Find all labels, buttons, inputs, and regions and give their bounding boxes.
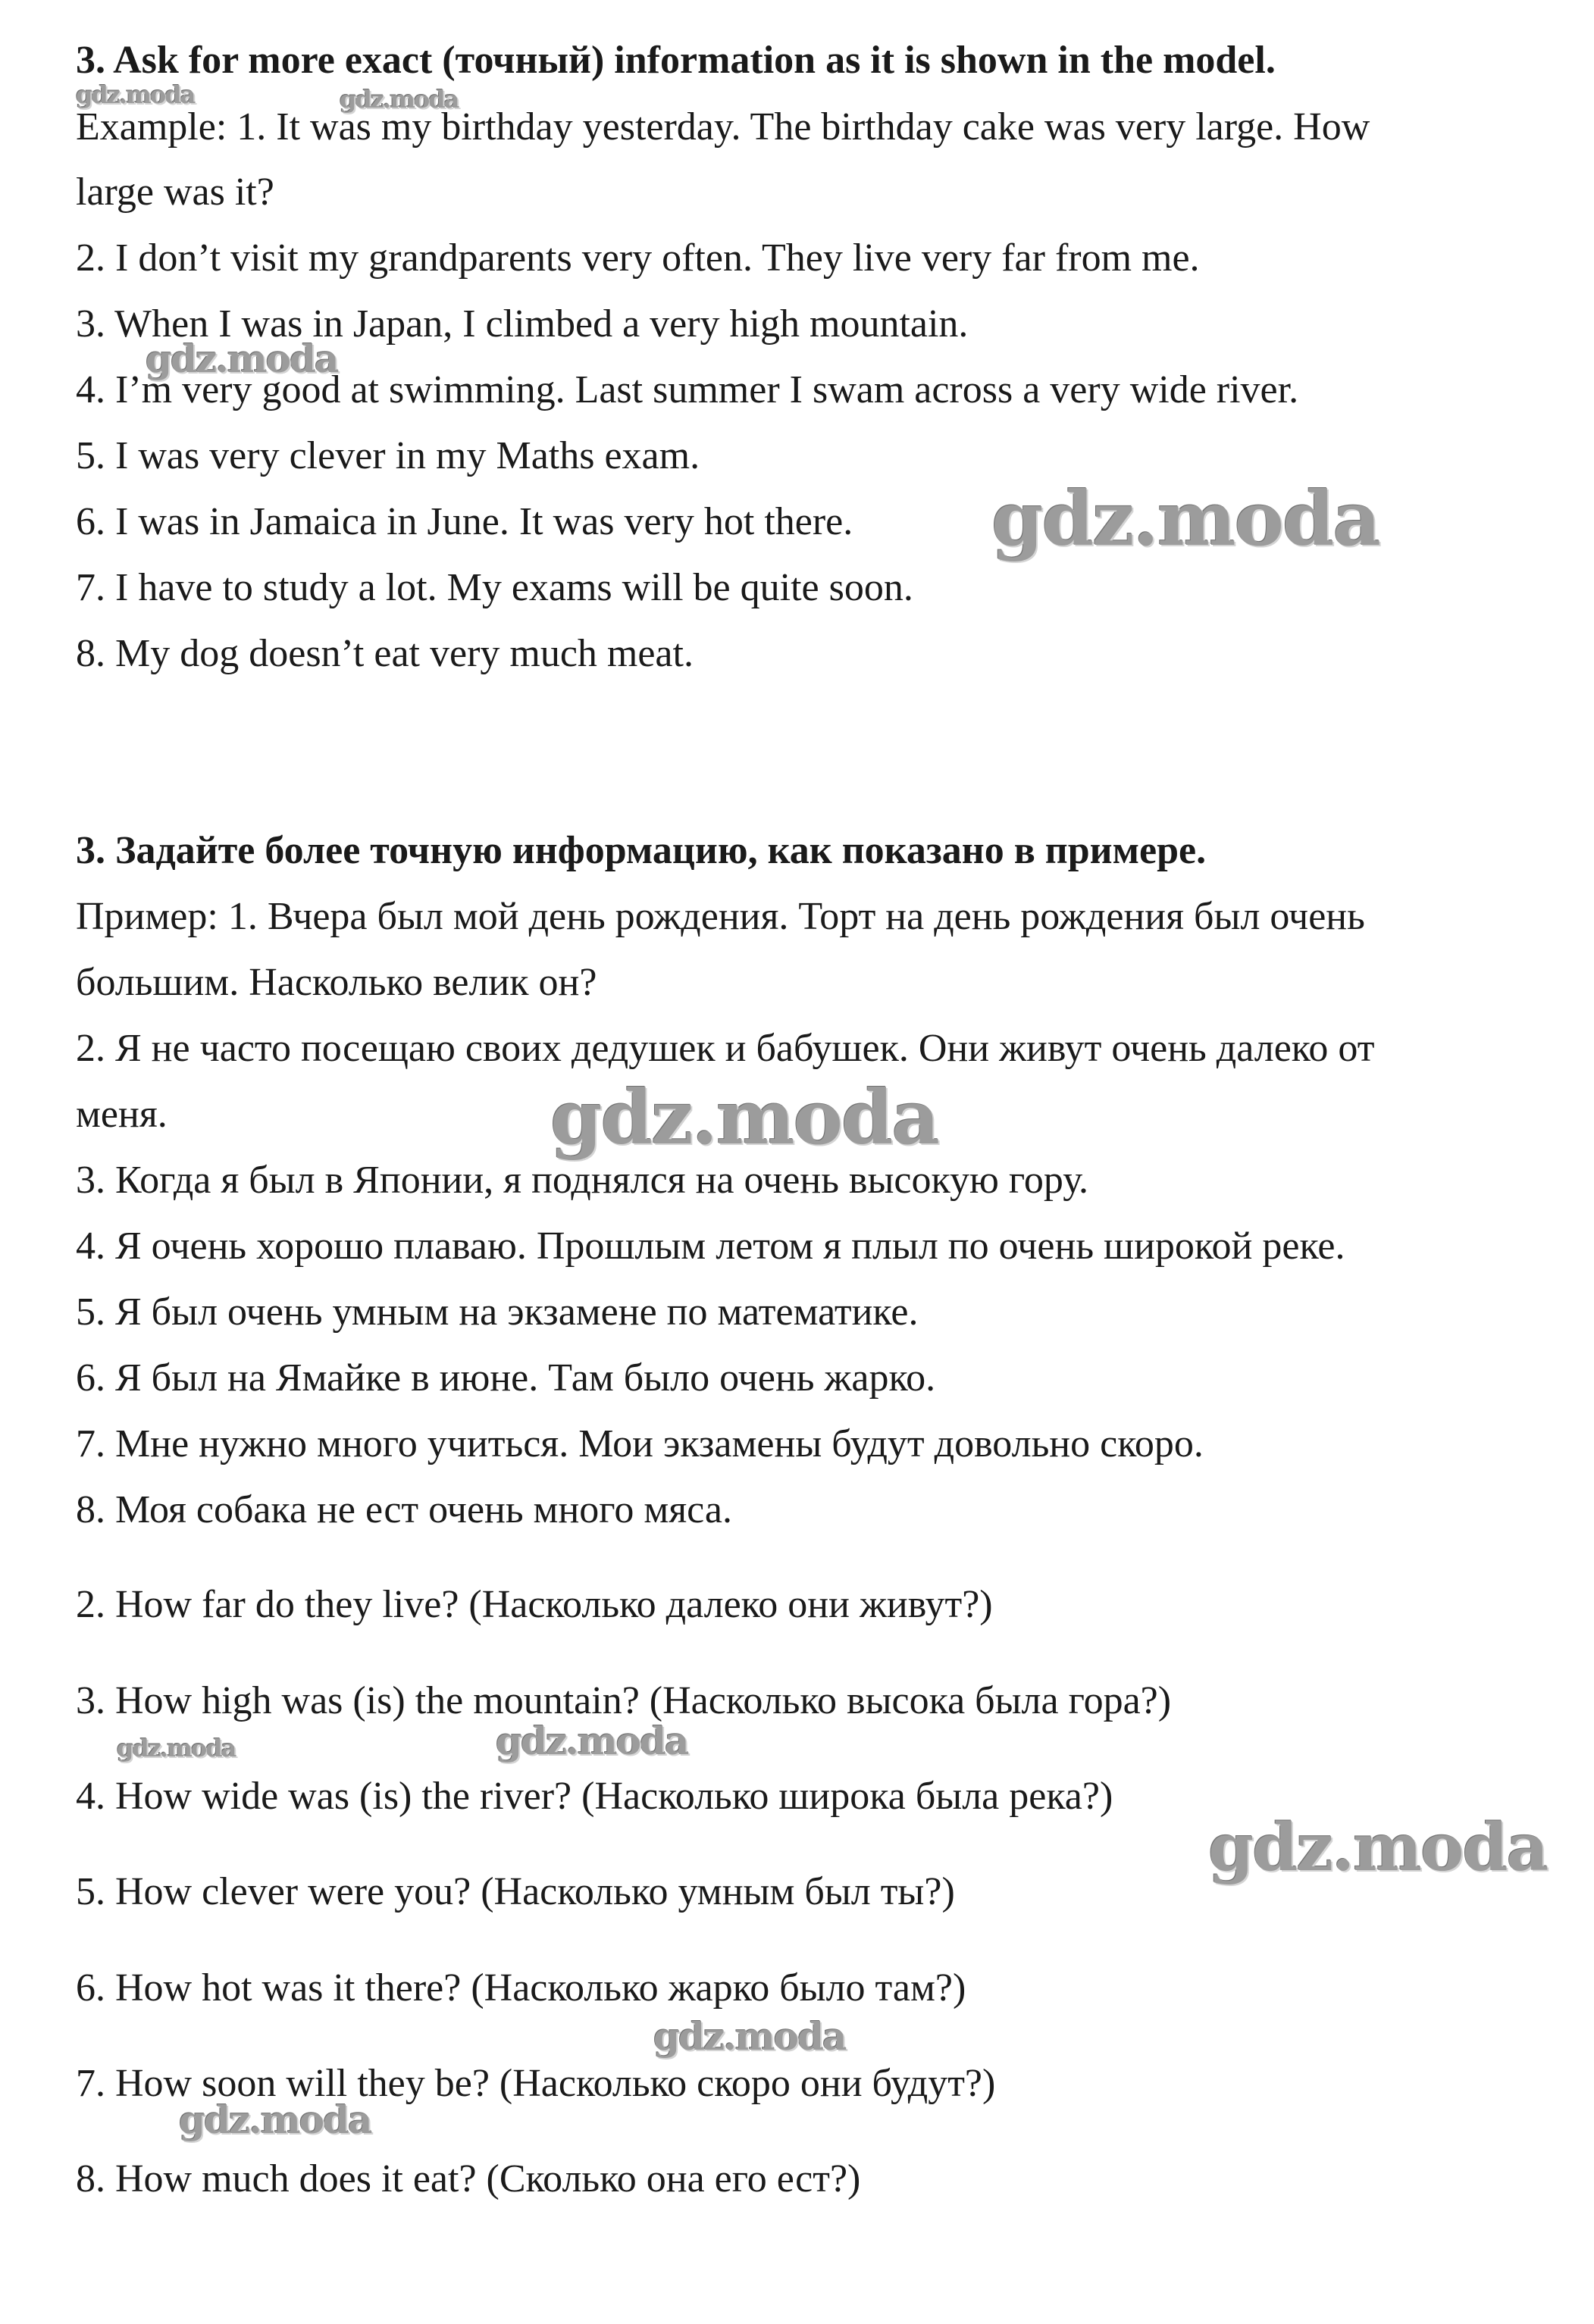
russian-line: меня.	[76, 1093, 168, 1136]
watermark-logo: gdz.moda	[496, 1719, 688, 1763]
english-line: 5. I was very clever in my Maths exam.	[76, 434, 700, 477]
english-line: large was it?	[76, 170, 274, 214]
answer-line: 2. How far do they live? (Насколько далеко они живут?)	[76, 1583, 993, 1626]
answer-line: 6. How hot was it there? (Насколько жарко было там?)	[76, 1966, 966, 2010]
russian-line: 2. Я не часто посещаю своих дедушек и бабушек. Они живут очень далеко от	[76, 1027, 1375, 1070]
russian-line: большим. Насколько велик он?	[76, 961, 597, 1004]
russian-line: 6. Я был на Ямайке в июне. Там было очень жарко.	[76, 1356, 936, 1400]
english-heading: 3. Ask for more exact (точный) information as it is shown in the model.	[76, 39, 1276, 82]
answer-line: 7. How soon will they be? (Насколько скоро они будут?)	[76, 2062, 996, 2105]
english-line: 3. When I was in Japan, I climbed a very high mountain.	[76, 302, 969, 346]
watermark-logo: gdz.moda	[991, 476, 1379, 563]
answer-line: 3. How high was (is) the mountain? (Насколько высока была гора?)	[76, 1679, 1172, 1722]
english-line: 4. I’m very good at swimming. Last summer I swam across a very wide river.	[76, 368, 1299, 411]
answer-line: 5. How clever were you? (Насколько умным был ты?)	[76, 1870, 955, 1913]
english-line: 7. I have to study a lot. My exams will be quite soon.	[76, 566, 913, 609]
watermark-logo: gdz.moda	[1208, 1809, 1548, 1886]
russian-line: 3. Когда я был в Японии, я поднялся на очень высокую гору.	[76, 1159, 1089, 1202]
watermark-logo: gdz.moda	[179, 2097, 371, 2142]
russian-line: 7. Мне нужно много учиться. Мои экзамены будут довольно скоро.	[76, 1422, 1204, 1465]
russian-line: 5. Я был очень умным на экзамене по математике.	[76, 1290, 919, 1334]
watermark-logo: gdz.moda	[653, 2014, 846, 2059]
watermark-logo: gdz.moda	[550, 1074, 938, 1162]
answer-line: 8. How much does it eat? (Сколько она его ест?)	[76, 2157, 861, 2200]
russian-line: Пример: 1. Вчера был мой день рождения. Торт на день рождения был очень	[76, 895, 1365, 938]
watermark-logo: gdz.moda	[117, 1734, 236, 1763]
answer-line: 4. How wide was (is) the river? (Насколько широка была река?)	[76, 1775, 1113, 1818]
russian-line: 8. Моя собака не ест очень много мяса.	[76, 1488, 732, 1531]
watermark-logo: gdz.moda	[146, 336, 338, 381]
watermark-logo: gdz.moda	[76, 80, 195, 109]
english-line: Example: 1. It was my birthday yesterday. The birthday cake was very large. How	[76, 105, 1370, 149]
english-line: 2. I don’t visit my grandparents very often. They live very far from me.	[76, 236, 1200, 280]
watermark-logo: gdz.moda	[340, 85, 459, 114]
russian-heading: 3. Задайте более точную информацию, как показано в примере.	[76, 829, 1207, 872]
english-line: 8. My dog doesn’t eat very much meat.	[76, 632, 694, 675]
russian-line: 4. Я очень хорошо плаваю. Прошлым летом я плыл по очень широкой реке.	[76, 1225, 1345, 1268]
english-line: 6. I was in Jamaica in June. It was very hot there.	[76, 500, 853, 543]
